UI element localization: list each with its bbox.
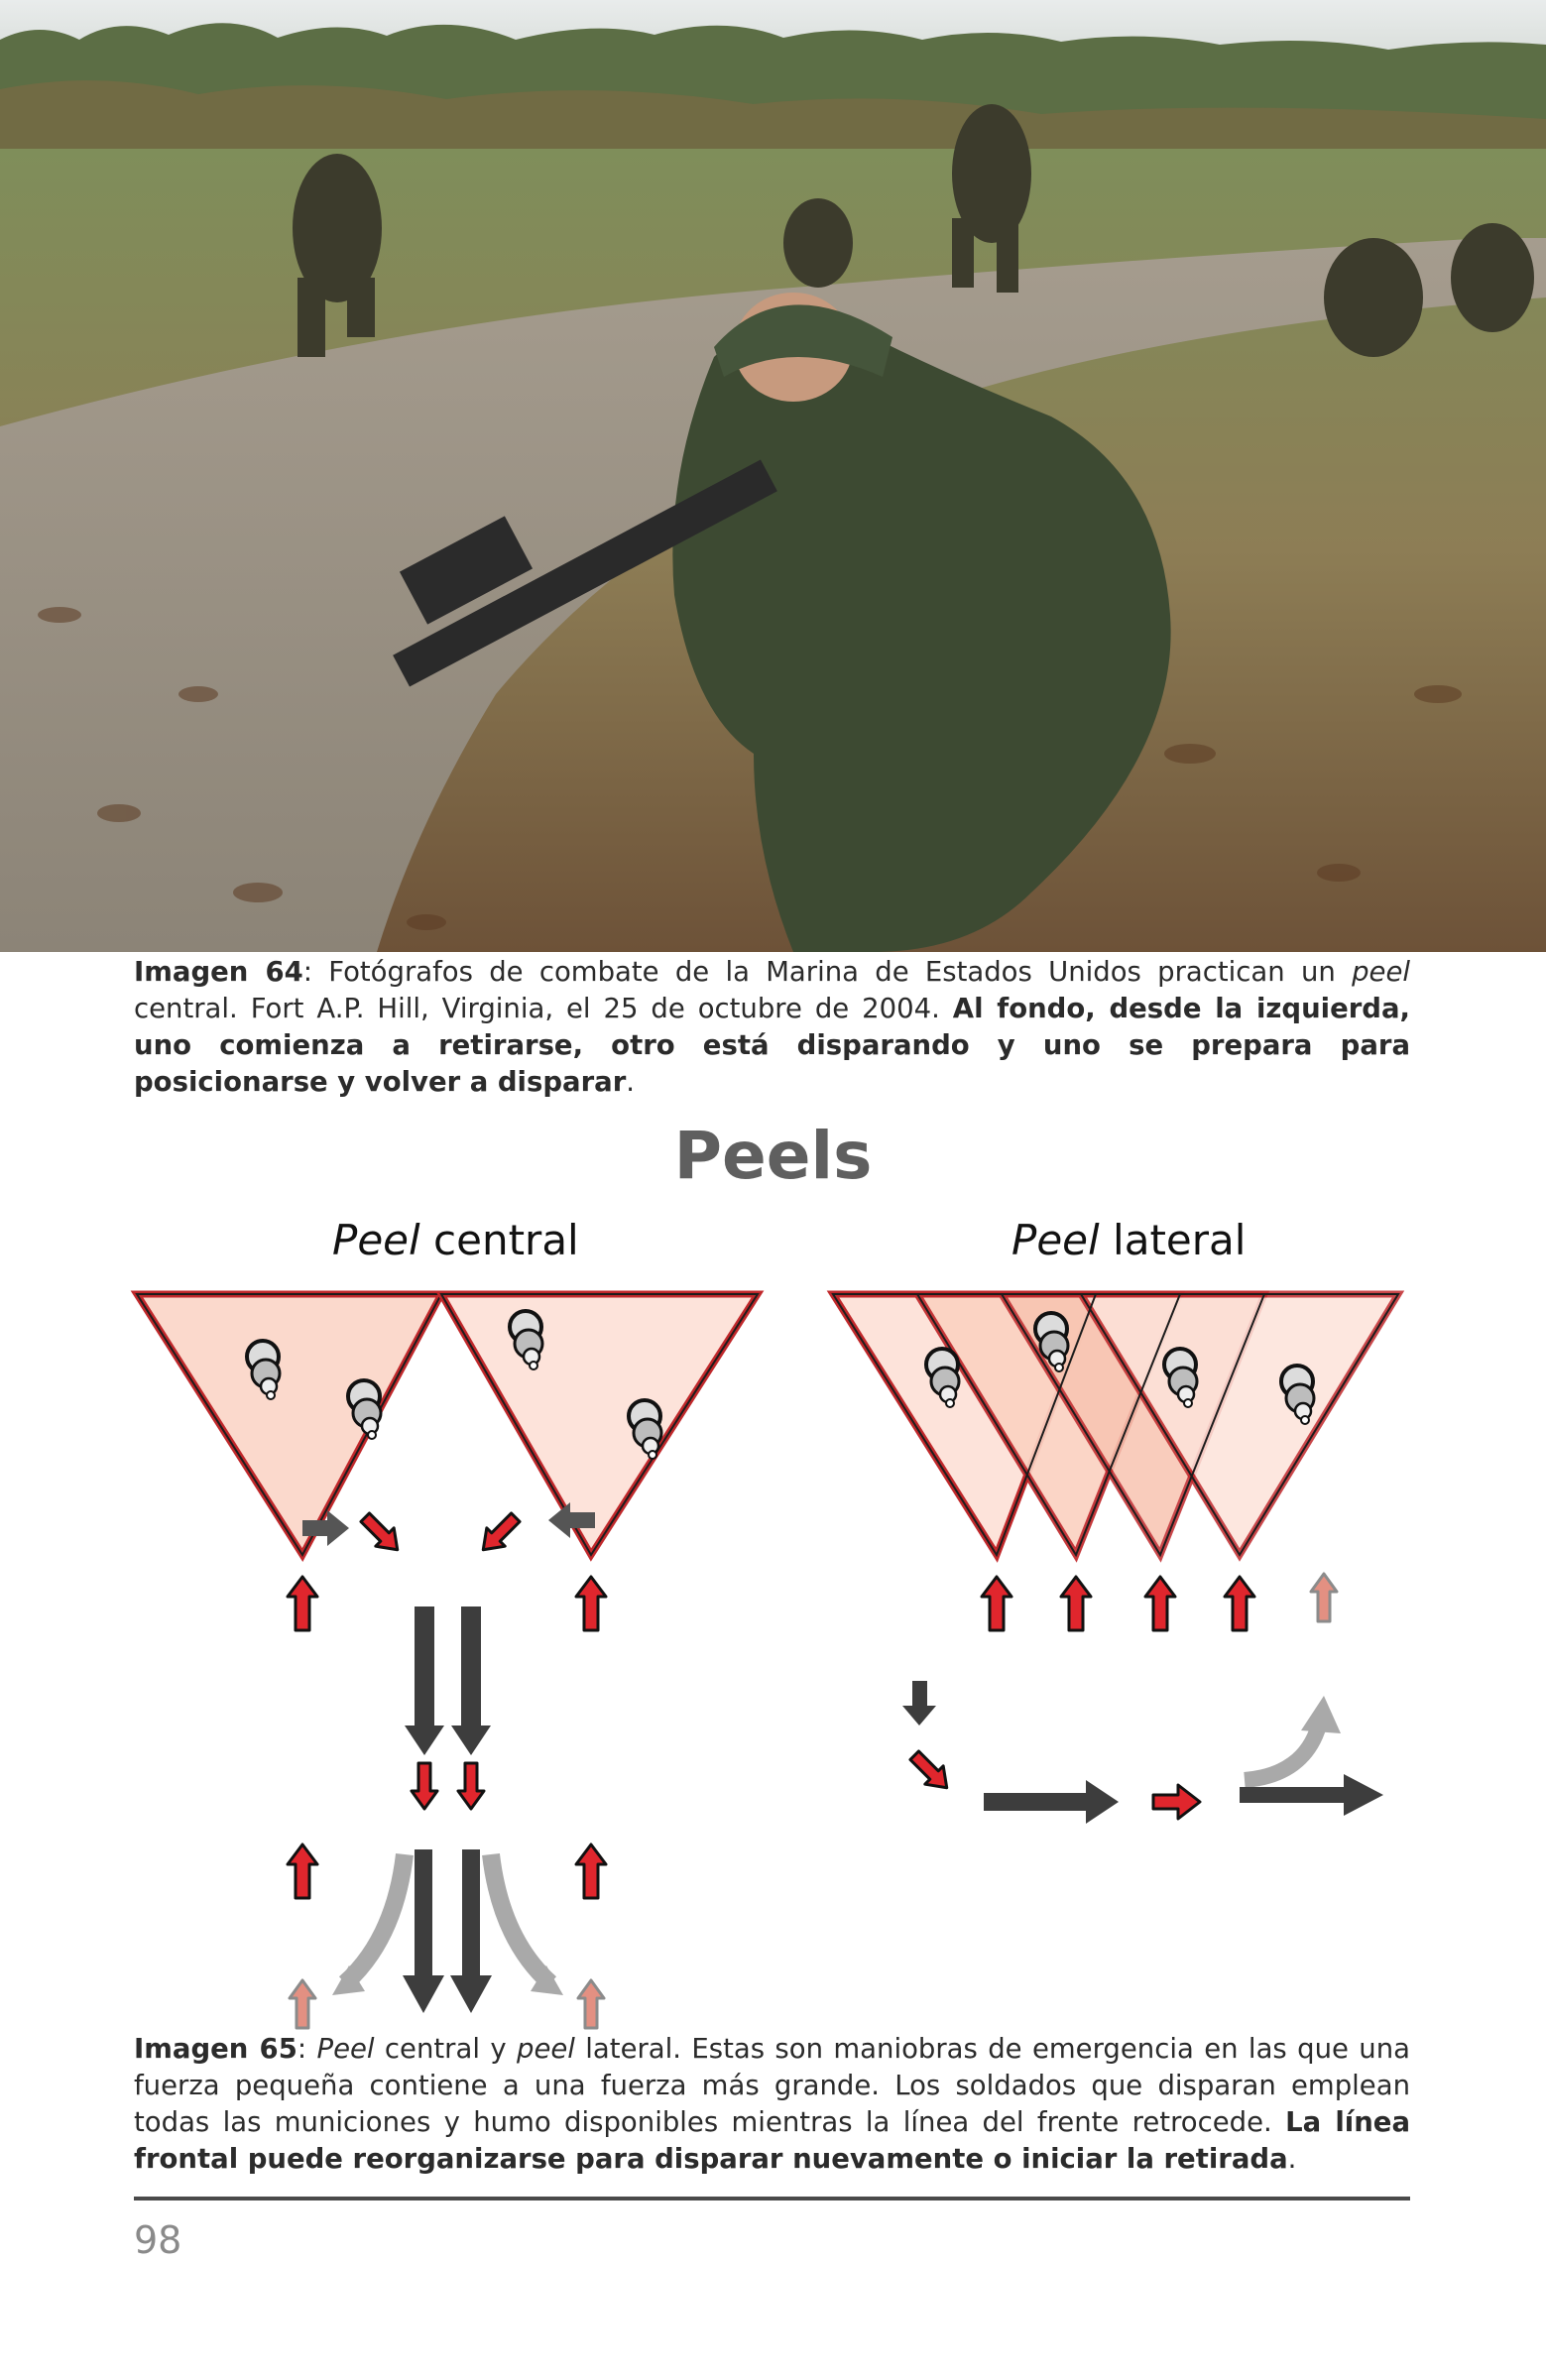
caption-text: . xyxy=(1287,2143,1297,2175)
caption-text: central. Fort A.P. Hill, Virginia, el 25 de octubre de 2004. xyxy=(134,993,953,1024)
diagram-caption xyxy=(134,2031,1410,2178)
arrow-icon xyxy=(356,1508,407,1559)
caption-emphasis: peel xyxy=(1352,956,1410,988)
arrow-icon xyxy=(451,1606,491,1755)
peel-central-diagram xyxy=(137,1294,758,2028)
caption-label: Imagen 64 xyxy=(134,956,303,988)
subtitle-text: central xyxy=(419,1216,579,1264)
subtitle-peel-central xyxy=(332,1216,579,1264)
peels-diagram xyxy=(129,1289,1418,2033)
arrow-icon xyxy=(1145,1577,1175,1630)
caption-text: : Fotógrafos de combate de la Marina de Estados Unidos practican un xyxy=(302,956,1353,988)
subtitle-emphasis: Peel xyxy=(1011,1216,1100,1264)
arrow-icon xyxy=(982,1577,1011,1630)
photo-soldiers-field xyxy=(0,0,1546,952)
arrow-icon xyxy=(288,1577,317,1630)
arrow-icon xyxy=(905,1746,956,1797)
arrow-icon xyxy=(290,1980,315,2028)
caption-text: central y xyxy=(374,2033,517,2065)
subtitle-text: lateral xyxy=(1099,1216,1247,1264)
caption-emphasis: Peel xyxy=(316,2033,375,2065)
photo-caption xyxy=(134,954,1410,1101)
caption-text: . xyxy=(626,1066,636,1098)
arrow-icon xyxy=(576,1844,606,1898)
diagram-title: Peels xyxy=(673,1118,873,1194)
arrow-icon xyxy=(458,1763,484,1809)
footer-divider xyxy=(134,2197,1410,2201)
arrow-icon xyxy=(288,1844,317,1898)
arrow-icon xyxy=(984,1780,1119,1824)
arrow-icon xyxy=(1061,1577,1091,1630)
caption-label: Imagen 65 xyxy=(134,2033,297,2065)
caption-text: : xyxy=(297,2033,317,2065)
arrow-icon xyxy=(474,1508,525,1559)
caption-emphasis: peel xyxy=(516,2033,575,2065)
caption-text: lateral. Estas son maniobras de emergencia en las que una fuerza pequeña contiene a una fuerza más grande. Los soldados que disparan emplean todas las municiones y humo disponibles mientras la línea del frente retrocede. xyxy=(134,2033,1410,2138)
caption-bold-text: La línea frontal puede reorganizarse para disparar nuevamente o iniciar la retirada xyxy=(134,2106,1411,2175)
arrow-icon xyxy=(1225,1577,1254,1630)
arrow-icon xyxy=(578,1980,604,2028)
arrow-icon xyxy=(405,1606,444,1755)
arrow-icon xyxy=(1153,1785,1200,1819)
page-number: 98 xyxy=(134,2218,182,2262)
subtitle-emphasis: Peel xyxy=(332,1216,420,1264)
caption-bold-text: Al fondo, desde la izquierda, uno comienza a retirarse, otro está disparando y uno se prepara para posicionarse y volver a disparar xyxy=(134,993,1410,1098)
arrow-icon xyxy=(412,1763,437,1809)
subtitle-peel-lateral xyxy=(1011,1216,1246,1264)
arrow-icon xyxy=(1301,1696,1341,1733)
arrow-icon xyxy=(1311,1574,1337,1621)
arrow-icon xyxy=(576,1577,606,1630)
peel-lateral-diagram xyxy=(833,1294,1398,1824)
arrow-icon xyxy=(902,1681,936,1726)
